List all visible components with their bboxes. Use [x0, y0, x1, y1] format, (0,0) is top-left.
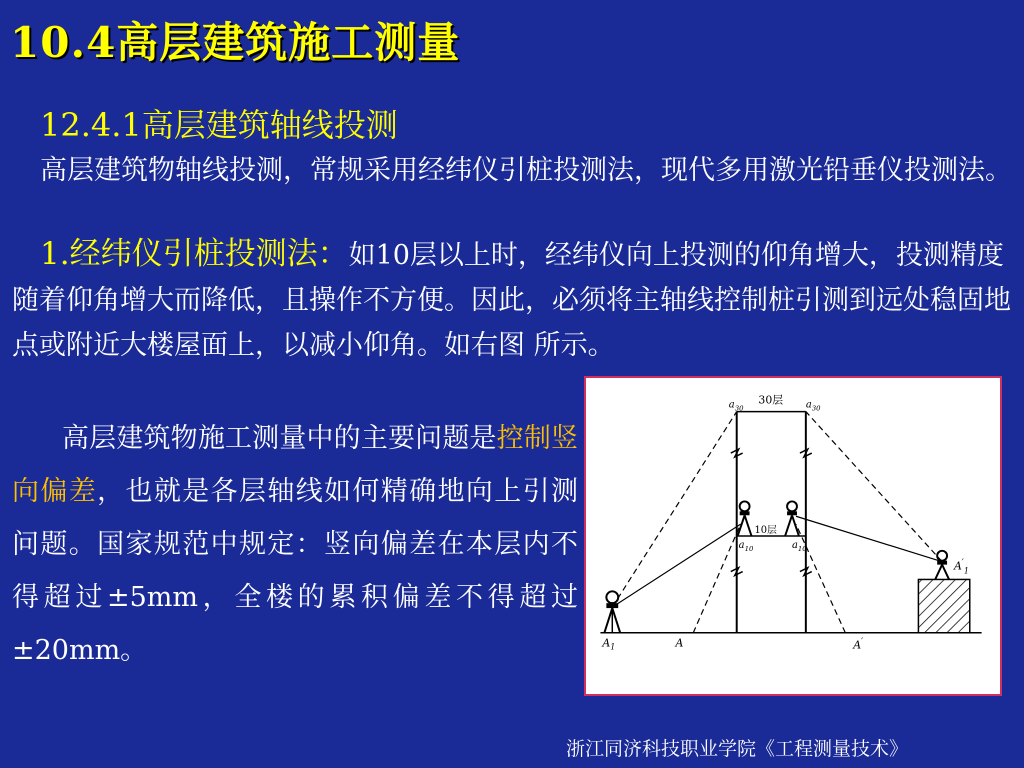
slide-title: 10.4高层建筑施工测量 [10, 18, 461, 67]
sight-line [612, 524, 740, 607]
sight-line [612, 412, 736, 608]
footer-course-name: 浙江同济科技职业学院《工程测量技术》 [566, 738, 909, 760]
label-A1: $A_1$ [602, 636, 616, 652]
sight-line [796, 516, 942, 561]
label-A: A [675, 636, 684, 650]
break-mark [800, 449, 812, 457]
label-a10-prime: $a_{10}$ [792, 539, 807, 553]
method-paragraph [12, 232, 1012, 368]
theodolite-icon [738, 501, 752, 536]
issue-text-1: 高层建筑物施工测量中的主要问题是 [62, 423, 497, 454]
sight-line [796, 524, 845, 633]
issue-text-2: ，也就是各层轴线如何精确地向上引测问题。国家规范中规定：竖向偏差在本层内不得超过±5mm，全楼的累积偏差不得超过±20mm。 [12, 476, 579, 666]
method-heading: 1.经纬仪引桩投测法： [40, 236, 349, 272]
label-30-floor: 30层 [758, 393, 784, 407]
break-mark [731, 449, 743, 457]
issue-highlight: 控制竖向偏差 [12, 423, 579, 507]
label-a30-prime: $a_{30}$ [805, 399, 821, 413]
axis-projection-diagram [584, 376, 1002, 696]
break-mark [731, 568, 743, 576]
label-10-floor: 10层 [754, 525, 777, 537]
label-A1-prime: $A'_1$ [953, 558, 969, 576]
theodolite-icon [785, 501, 799, 536]
neighbour-building [918, 579, 969, 632]
sight-line [693, 524, 740, 633]
sight-line [806, 412, 942, 562]
theodolite-icon [935, 551, 949, 580]
label-a10: $a_{10}$ [738, 539, 754, 553]
main-issue-paragraph [12, 412, 578, 677]
diagram-svg [586, 378, 1000, 694]
label-A-prime: A′ [853, 637, 864, 652]
method-text: 如10层以上时，经纬仪向上投测的仰角增大，投测精度随着仰角增大而降低，且操作不方便。因此，必须将主轴线控制桩引测到远处稳固地点或附近大楼屋面上，以减小仰角。如右图 所示。 [12, 240, 1011, 361]
section-heading: 12.4.1高层建筑轴线投测 [40, 106, 398, 144]
break-mark [800, 568, 812, 576]
label-a30: $a_{30}$ [728, 399, 744, 413]
theodolite-icon [604, 591, 620, 632]
intro-paragraph: 高层建筑物轴线投测，常规采用经纬仪引桩投测法，现代多用激光铅垂仪投测法。 [40, 155, 1012, 186]
